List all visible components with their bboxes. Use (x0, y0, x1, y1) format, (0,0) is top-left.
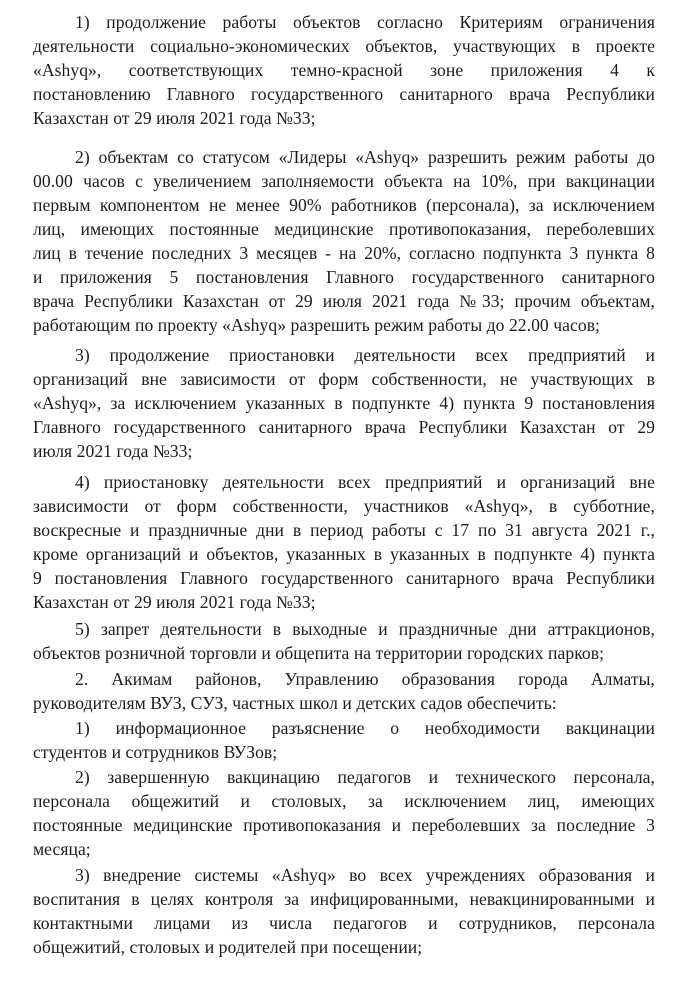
text-line: июля 2021 года №33; (33, 441, 193, 461)
text-line: работающим по проекту «Ashyq» разрешить режим работы до 22.00 часов; (33, 315, 600, 335)
text-line: врача Республики Казахстан от 29 июля 2021 года №33; прочим объектам, (33, 291, 655, 311)
text-line: 1) продолжение работы объектов согласно Критериям ограничения (75, 12, 655, 32)
text-line: 3) внедрение системы «Ashyq» во всех учреждениях образования и (75, 865, 655, 885)
text-line: первым компонентом не менее 90% работников (персонала), за исключением (33, 195, 655, 215)
text-line: «Ashyq», соответствующих темно-красной зоне приложения 4 к (33, 60, 655, 80)
text-line: деятельности социально-экономических объектов, участвующих в проекте (33, 36, 655, 56)
text-line: Главного государственного санитарного врача Республики Казахстан от 29 (33, 417, 655, 437)
text-line: 2. Акимам районов, Управлению образования города Алматы, (75, 669, 655, 689)
text-line: 2) завершенную вакцинацию педагогов и технического персонала, (75, 767, 655, 787)
text-line: руководителям ВУЗ, СУЗ, частных школ и детских садов обеспечить: (33, 693, 557, 713)
text-line: воспитания в целях контроля за инфицированными, невакцинированными и (33, 889, 655, 909)
text-line: персонала общежитий и столовых, за исключением лиц, имеющих (33, 791, 655, 811)
text-line: постановлению Главного государственного санитарного врача Республики (33, 84, 655, 104)
text-line: зависимости от форм собственности, участников «Ashyq», в субботние, (33, 496, 655, 516)
text-line: 00.00 часов с увеличением заполняемости объекта на 10%, при вакцинации (33, 171, 655, 191)
text-line: общежитий, столовых и родителей при посещении; (33, 937, 423, 957)
text-line: кроме организаций и объектов, указанных в указанных в подпункте 4) пункта (33, 544, 655, 564)
text-line: и приложения 5 постановления Главного государственного санитарного (33, 267, 655, 287)
text-line: 1) информационное разъяснение о необходимости вакцинации (75, 718, 655, 738)
text-line: Казахстан от 29 июля 2021 года №33; (33, 108, 316, 128)
text-line: Казахстан от 29 июля 2021 года №33; (33, 592, 316, 612)
text-line: 5) запрет деятельности в выходные и праздничные дни аттракционов, (75, 619, 655, 639)
text-line: организаций вне зависимости от форм собственности, не участвующих в (33, 369, 655, 389)
text-line: контактными лицами из числа педагогов и сотрудников, персонала (33, 913, 655, 933)
text-line: лиц, имеющих постоянные медицинские противопоказания, переболевших (33, 219, 655, 239)
text-line: 2) объектам со статусом «Лидеры «Ashyq» разрешить режим работы до (75, 147, 655, 167)
text-line: «Ashyq», за исключением указанных в подпункте 4) пункта 9 постановления (33, 393, 655, 413)
text-line: объектов розничной торговли и общепита на территории городских парков; (33, 643, 605, 663)
text-line: постоянные медицинские противопоказания и переболевших за последние 3 (33, 815, 655, 835)
text-line: 3) продолжение приостановки деятельности всех предприятий и (75, 345, 655, 365)
text-line: лиц в течение последних 3 месяцев - на 20%, согласно подпункта 3 пункта 8 (33, 243, 655, 263)
text-line: 9 постановления Главного государственного санитарного врача Республики (33, 568, 655, 588)
text-line: 4) приостановку деятельности всех предприятий и организаций вне (75, 472, 655, 492)
text-line: месяца; (33, 839, 91, 859)
text-line: студентов и сотрудников ВУЗов; (33, 742, 278, 762)
text-line: воскресные и праздничные дни в период работы с 17 по 31 августа 2021 г., (33, 520, 655, 540)
